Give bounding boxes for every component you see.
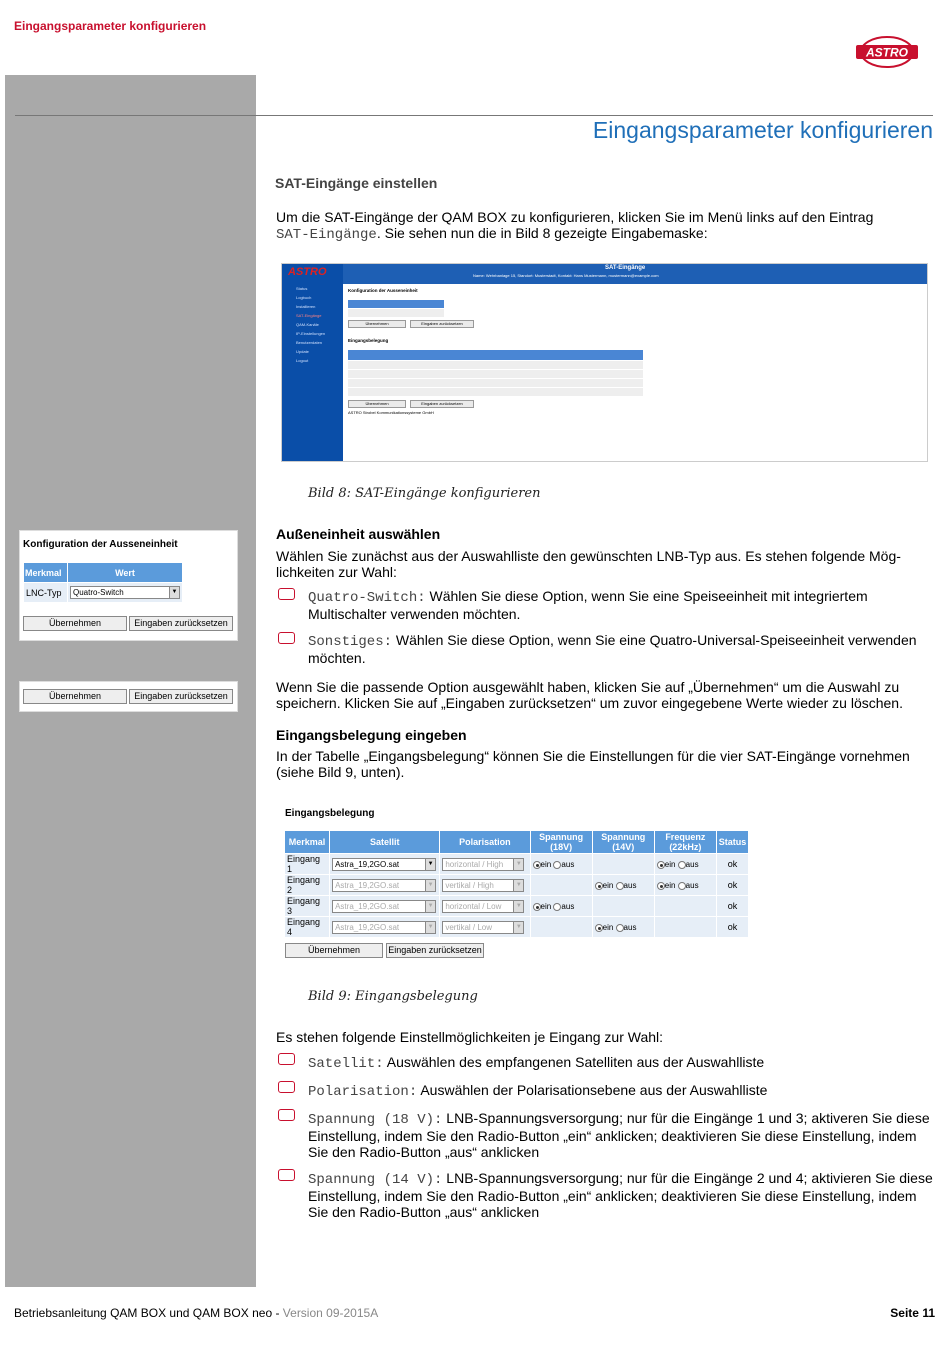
dropdown-select[interactable]: Astra_19,2GO.sat ▼ [332,879,436,892]
table-header-cell: Merkmal [285,831,330,854]
apply-button[interactable]: Übernehmen [23,616,127,631]
screenshot-menu-item: Benutzerdaten [296,340,323,345]
chevron-down-icon: ▼ [513,859,523,870]
bullet-icon [278,588,295,600]
chevron-down-icon: ▼ [425,859,435,870]
figure-caption-8: Bild 8: SAT-Eingänge konfigurieren [308,486,541,501]
table-header-cell: Polarisation [440,831,530,854]
figure-sat-inputs-screenshot: ASTRO Status Logbuch Installieren SAT-Eingänge QAM-Kanäle IP-Einstellungen Benutzerdaten Update Logout SAT-Eingänge Name: Wehrbanlage 15, Standort: Musterstadt, Kontakt: Hans Mustermann, mustermann@example.com Konfiguration der Ausseneinheit Übernehmen Eingaben zurücksetzen Eingangsbelegung Übernehmen Eingaben zurücksetzen ASTRO Strobel Kommunikationssysteme GmbH [281,263,928,462]
input-paragraph: In der Tabelle „Eingangsbelegung“ können Sie die Einstellungen für die vier SAT-Eingänge vornehmen (siehe Bild 9, unten). [276,748,910,780]
radio-button[interactable] [595,924,603,932]
radio-button[interactable] [595,882,603,890]
table-header-cell: Satellit [330,831,440,854]
table-row: Eingang 1 Astra_19,2GO.sat ▼ horizontal / High ▼ ein aus ein aus ok [285,854,749,875]
table-row: Eingang 2 Astra_19,2GO.sat ▼ vertikal / High ▼ ein aus ein aus ok [285,875,749,896]
bullet-icon [278,1169,295,1181]
screenshot-menu-item: Logbuch [296,295,312,300]
panel-buttons [19,681,238,712]
footer-left: Betriebsanleitung QAM BOX und QAM BOX neo - Version 09-2015A [14,1306,379,1320]
screenshot-sidebar: ASTRO Status Logbuch Installieren SAT-Eingänge QAM-Kanäle IP-Einstellungen Benutzerdaten Update Logout [282,264,343,462]
apply-button[interactable]: Übernehmen [285,943,383,958]
screenshot-menu-item: QAM-Kanäle [296,322,319,327]
reset-button[interactable]: Eingaben zurücksetzen [129,689,233,704]
chevron-down-icon: ▼ [425,922,435,933]
screenshot-menu-item: Installieren [296,304,316,309]
reset-button[interactable]: Eingaben zurücksetzen [386,943,484,958]
chevron-down-icon: ▼ [425,901,435,912]
bullet-satellit: Satellit: Auswählen des empfangenen Satelliten aus der Auswahlliste [308,1054,765,1072]
chevron-down-icon: ▼ [169,587,179,598]
table-header-cell: Spannung (18V) [530,831,592,854]
page-title: Eingangsparameter konfigurieren [592,117,933,143]
dropdown-select[interactable]: horizontal / Low ▼ [442,900,524,913]
svg-text:ASTRO: ASTRO [866,45,908,60]
panel-title: Konfiguration der Ausseneinheit [23,539,178,550]
screenshot-menu-item: Logout [296,358,309,363]
dropdown-select[interactable]: Astra_19,2GO.sat ▼ [332,921,436,934]
astro-logo [852,32,922,72]
bullet-icon [278,632,295,644]
dropdown-select[interactable]: Astra_19,2GO.sat ▼ [332,858,436,871]
apply-button[interactable]: Übernehmen [23,689,127,704]
header-title: Eingangsparameter konfigurieren [14,19,207,33]
dropdown-select[interactable]: vertikal / High ▼ [442,879,524,892]
chevron-down-icon: ▼ [425,880,435,891]
bullet-icon [278,1109,295,1121]
intro-paragraph: Um die SAT-Eingänge der QAM BOX zu konfigurieren, klicken Sie im Menü links auf den Eintrag SAT-Eingänge. Sie sehen nun die in Bild 8 gezeigte Eingabemaske: [276,209,874,243]
dropdown-select[interactable]: horizontal / High ▼ [442,858,524,871]
radio-button[interactable] [616,924,624,932]
dropdown-select[interactable]: Astra_19,2GO.sat ▼ [332,900,436,913]
radio-button[interactable] [533,861,541,869]
table-header-cell: Spannung (14V) [592,831,654,854]
radio-button[interactable] [657,861,665,869]
section-title: SAT-Eingänge einstellen [275,175,438,191]
table-row: Eingang 4 Astra_19,2GO.sat ▼ vertikal / Low ▼ ein aus ok [285,917,749,938]
input-assignment-table [284,830,749,938]
table-row: Eingang 3 Astra_19,2GO.sat ▼ horizontal / Low ▼ ein aus ok [285,896,749,917]
screenshot-menu-item: SAT-Eingänge [296,313,322,318]
input-heading: Eingangsbelegung eingeben [276,727,467,743]
figure-caption-9: Bild 9: Eingangsbelegung [308,989,478,1004]
screenshot-topbar: SAT-Eingänge Name: Wehrbanlage 15, Standort: Musterstadt, Kontakt: Hans Mustermann, mustermann@example.com [343,264,928,284]
reset-button[interactable]: Eingaben zurücksetzen [129,616,233,631]
bullet-spannung-14: Spannung (14 V): LNB-Spannungsversorgung; nur für die Eingänge 2 und 4; aktivieren Sie diese Einstellung, indem Sie den Radio-Button „ein“ anklicken; deaktivieren Sie diese Einstellung, indem Sie den Radio-Button „aus“ anklicken [308,1170,933,1220]
options-intro: Es stehen folgende Einstellmöglichkeiten je Eingang zur Wahl: [276,1029,664,1045]
outdoor-heading: Außeneinheit auswählen [276,526,441,542]
radio-button[interactable] [678,861,686,869]
radio-button[interactable] [616,882,624,890]
chevron-down-icon: ▼ [513,880,523,891]
menu-entry-code: SAT-Eingänge [276,227,377,243]
panel-outdoor-unit [19,530,238,641]
screenshot-menu-item: Update [296,349,309,354]
outdoor-after-paragraph: Wenn Sie die passende Option ausgewählt haben, klicken Sie auf „Übernehmen“ um die Auswahl zu speichern. Klicken Sie auf „Eingaben zurücksetzen“ um zuvor eingegebene Werte wieder zu löschen. [276,679,903,711]
outdoor-unit-table: Merkmal Wert LNC-Typ Quatro-Switch ▼ [23,562,183,603]
bullet-polarisation: Polarisation: Auswählen der Polarisationsebene aus der Auswahlliste [308,1082,768,1100]
chevron-down-icon: ▼ [513,922,523,933]
header-rule [15,115,933,116]
bullet-icon [278,1053,295,1065]
table-title: Eingangsbelegung [285,808,375,819]
radio-button[interactable] [657,882,665,890]
bullet-icon [278,1081,295,1093]
page-number: Seite 11 [890,1306,935,1320]
table-header-cell: Status [716,831,748,854]
table-header-cell: Frequenz (22kHz) [654,831,716,854]
radio-button[interactable] [533,903,541,911]
screenshot-menu-item: IP-Einstellungen [296,331,326,336]
screenshot-menu-item: Status [296,286,308,291]
bullet-quatro-switch: Quatro-Switch: Wählen Sie diese Option, wenn Sie eine Speiseeinheit mit integriertem Multischalter verwenden möchten. [308,588,868,622]
outdoor-paragraph: Wählen Sie zunächst aus der Auswahlliste den gewünschten LNB-Typ aus. Es stehen folgende Mög-lichkeiten zur Wahl: [276,548,901,580]
chevron-down-icon: ▼ [513,901,523,912]
bullet-sonstiges: Sonstiges: Wählen Sie diese Option, wenn Sie eine Quatro-Universal-Speiseeinheit verwenden möchten. [308,632,917,666]
bullet-spannung-18: Spannung (18 V): LNB-Spannungsversorgung; nur für die Eingänge 1 und 3; aktiveren Sie diese Einstellung, indem Sie den Radio-Button „ein“ anklicken; deaktivieren Sie diese Einstellung, indem Sie den Radio-Button „aus“ anklicken [308,1110,930,1160]
dropdown-select[interactable]: vertikal / Low ▼ [442,921,524,934]
radio-button[interactable] [678,882,686,890]
lnc-type-select[interactable]: Quatro-Switch ▼ [70,586,180,599]
